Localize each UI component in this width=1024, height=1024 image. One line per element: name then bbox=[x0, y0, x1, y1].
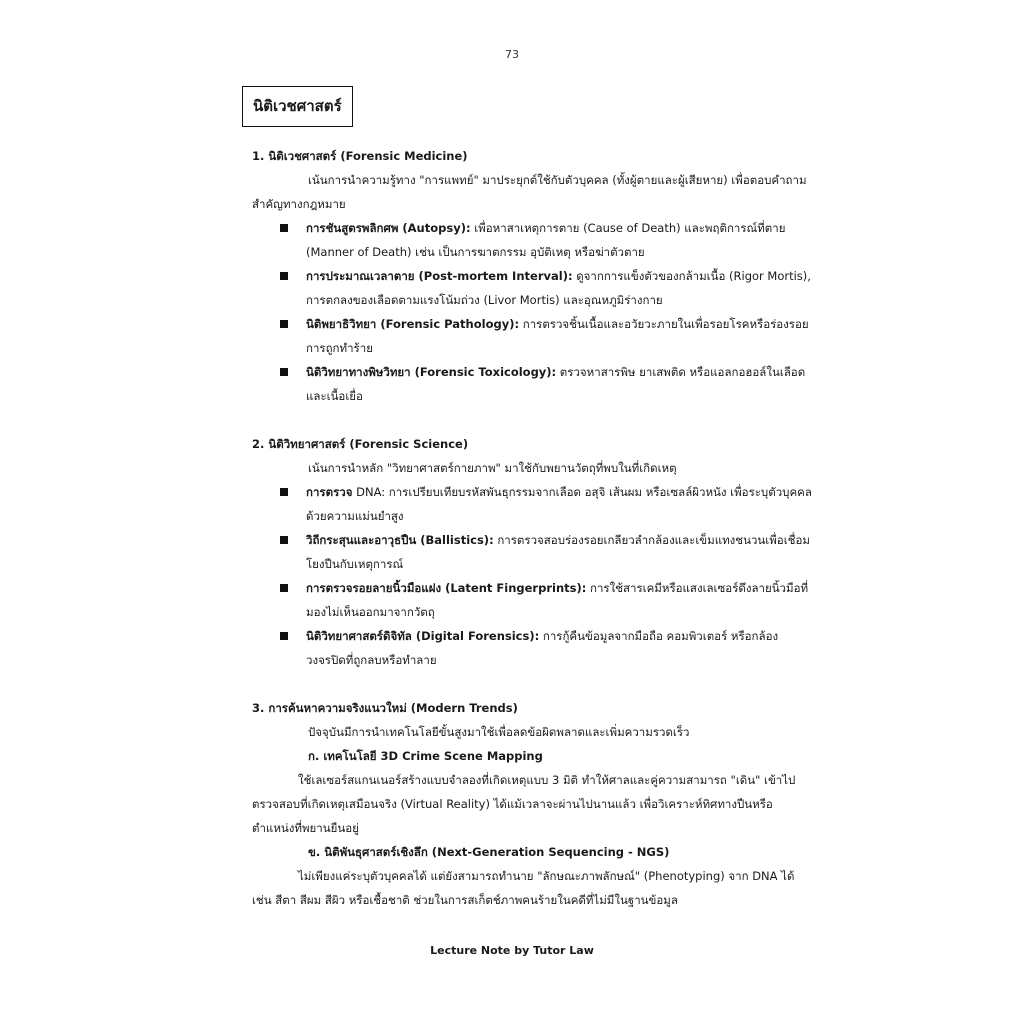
item-term: การชันสูตรพลิกศพ (Autopsy): bbox=[306, 221, 471, 235]
square-bullet-icon bbox=[280, 488, 288, 496]
item-desc: ตรวจหาสารพิษ ยาเสพติด หรือแอลกอฮอล์ในเลือดและเนื้อเยื่อ bbox=[306, 365, 806, 403]
bullet-list bbox=[252, 480, 812, 672]
section-heading: 1. นิติเวชศาสตร์ (Forensic Medicine) bbox=[252, 149, 468, 163]
subsection-text: ไม่เพียงแค่ระบุตัวบุคคลได้ แต่ยังสามารถทำนาย "ลักษณะภาพลักษณ์" (Phenotyping) จาก DNA ได้ เช่น สีตา สีผม สีผิว หรือเชื้อชาติ ช่วยในการสเก็ตช์ภาพคนร้ายในคดีที่ไม่มีในฐานข้อมูล bbox=[252, 869, 795, 907]
item-desc: เพื่อหาสาเหตุการตาย (Cause of Death) และพฤติการณ์ที่ตาย (Manner of Death) เช่น เป็นการฆาตกรรม อุบัติเหตุ หรือฆ่าตัวตาย bbox=[306, 221, 786, 259]
section-intro: เน้นการนำความรู้ทาง "การแพทย์" มาประยุกต์ใช้กับตัวบุคคล (ทั้งผู้ตายและผู้เสียหาย) เพื่อตอบคำถามสำคัญทางกฎหมาย bbox=[252, 173, 807, 211]
item-term: การตรวจ bbox=[306, 485, 353, 499]
section-intro: เน้นการนำหลัก "วิทยาศาสตร์กายภาพ" มาใช้กับพยานวัตถุที่พบในที่เกิดเหตุ bbox=[308, 461, 677, 475]
square-bullet-icon bbox=[280, 536, 288, 544]
item-term: นิติวิทยาทางพิษวิทยา (Forensic Toxicology): bbox=[306, 365, 557, 379]
list-item bbox=[252, 624, 812, 672]
square-bullet-icon bbox=[280, 632, 288, 640]
subsection-heading: ข. นิติพันธุศาสตร์เชิงลึก (Next-Generation Sequencing - NGS) bbox=[308, 845, 670, 859]
list-item bbox=[252, 264, 812, 312]
title-box: นิติเวชศาสตร์ bbox=[242, 86, 353, 127]
list-item bbox=[252, 576, 812, 624]
item-term: การตรวจรอยลายนิ้วมือแฝง (Latent Fingerprints): bbox=[306, 581, 587, 595]
square-bullet-icon bbox=[280, 320, 288, 328]
item-desc: การใช้สารเคมีหรือแสงเลเซอร์ดึงลายนิ้วมือที่มองไม่เห็นออกมาจากวัตถุ bbox=[306, 581, 809, 619]
item-desc: DNA: การเปรียบเทียบรหัสพันธุกรรมจากเลือด อสุจิ เส้นผม หรือเซลล์ผิวหนัง เพื่อระบุตัวบุคคลด้วยความแม่นยำสูง bbox=[306, 485, 812, 523]
page-number: 73 bbox=[505, 48, 519, 61]
list-item bbox=[252, 360, 812, 408]
square-bullet-icon bbox=[280, 584, 288, 592]
list-item bbox=[252, 312, 812, 360]
square-bullet-icon bbox=[280, 224, 288, 232]
list-item bbox=[252, 480, 812, 528]
item-desc: การตรวจสอบร่องรอยเกลียวลำกล้องและเข็มแทงชนวนเพื่อเชื่อมโยงปืนกับเหตุการณ์ bbox=[306, 533, 810, 571]
bullet-list bbox=[252, 216, 812, 408]
subsection-heading: ก. เทคโนโลยี 3D Crime Scene Mapping bbox=[308, 749, 543, 763]
item-desc: ดูจากการแข็งตัวของกล้ามเนื้อ (Rigor Mortis), การตกลงของเลือดตามแรงโน้มถ่วง (Livor Mortis) และอุณหภูมิร่างกาย bbox=[306, 269, 811, 307]
spacer bbox=[252, 408, 812, 432]
item-term: นิติวิทยาศาสตร์ดิจิทัล (Digital Forensics): bbox=[306, 629, 540, 643]
item-term: นิติพยาธิวิทยา (Forensic Pathology): bbox=[306, 317, 520, 331]
item-desc: การตรวจชิ้นเนื้อและอวัยวะภายในเพื่อรอยโรคหรือร่องรอยการถูกทำร้าย bbox=[306, 317, 809, 355]
spacer bbox=[252, 672, 812, 696]
list-item bbox=[252, 528, 812, 576]
subsection-text: ใช้เลเซอร์สแกนเนอร์สร้างแบบจำลองที่เกิดเหตุแบบ 3 มิติ ทำให้ศาลและคู่ความสามารถ "เดิน" เข้าไปตรวจสอบที่เกิดเหตุเสมือนจริง (Virtual Reality) ได้แม้เวลาจะผ่านไปนานแล้ว เพื่อวิเคราะห์ทิศทางปืนหรือตำแหน่งที่พยานยืนอยู่ bbox=[252, 773, 796, 835]
section-heading: 2. นิติวิทยาศาสตร์ (Forensic Science) bbox=[252, 437, 469, 451]
item-term: วิถีกระสุนและอาวุธปืน (Ballistics): bbox=[306, 533, 494, 547]
section-intro: ปัจจุบันมีการนำเทคโนโลยีขั้นสูงมาใช้เพื่อลดข้อผิดพลาดและเพิ่มความรวดเร็ว bbox=[308, 725, 690, 739]
section-heading: 3. การค้นหาความจริงแนวใหม่ (Modern Trends) bbox=[252, 701, 518, 715]
square-bullet-icon bbox=[280, 272, 288, 280]
item-desc: การกู้คืนข้อมูลจากมือถือ คอมพิวเตอร์ หรือกล้องวงจรปิดที่ถูกลบหรือทำลาย bbox=[306, 629, 779, 667]
page-footer: Lecture Note by Tutor Law bbox=[430, 944, 594, 957]
list-item bbox=[252, 216, 812, 264]
square-bullet-icon bbox=[280, 368, 288, 376]
main-content bbox=[252, 144, 812, 912]
item-term: การประมาณเวลาตาย (Post-mortem Interval): bbox=[306, 269, 573, 283]
